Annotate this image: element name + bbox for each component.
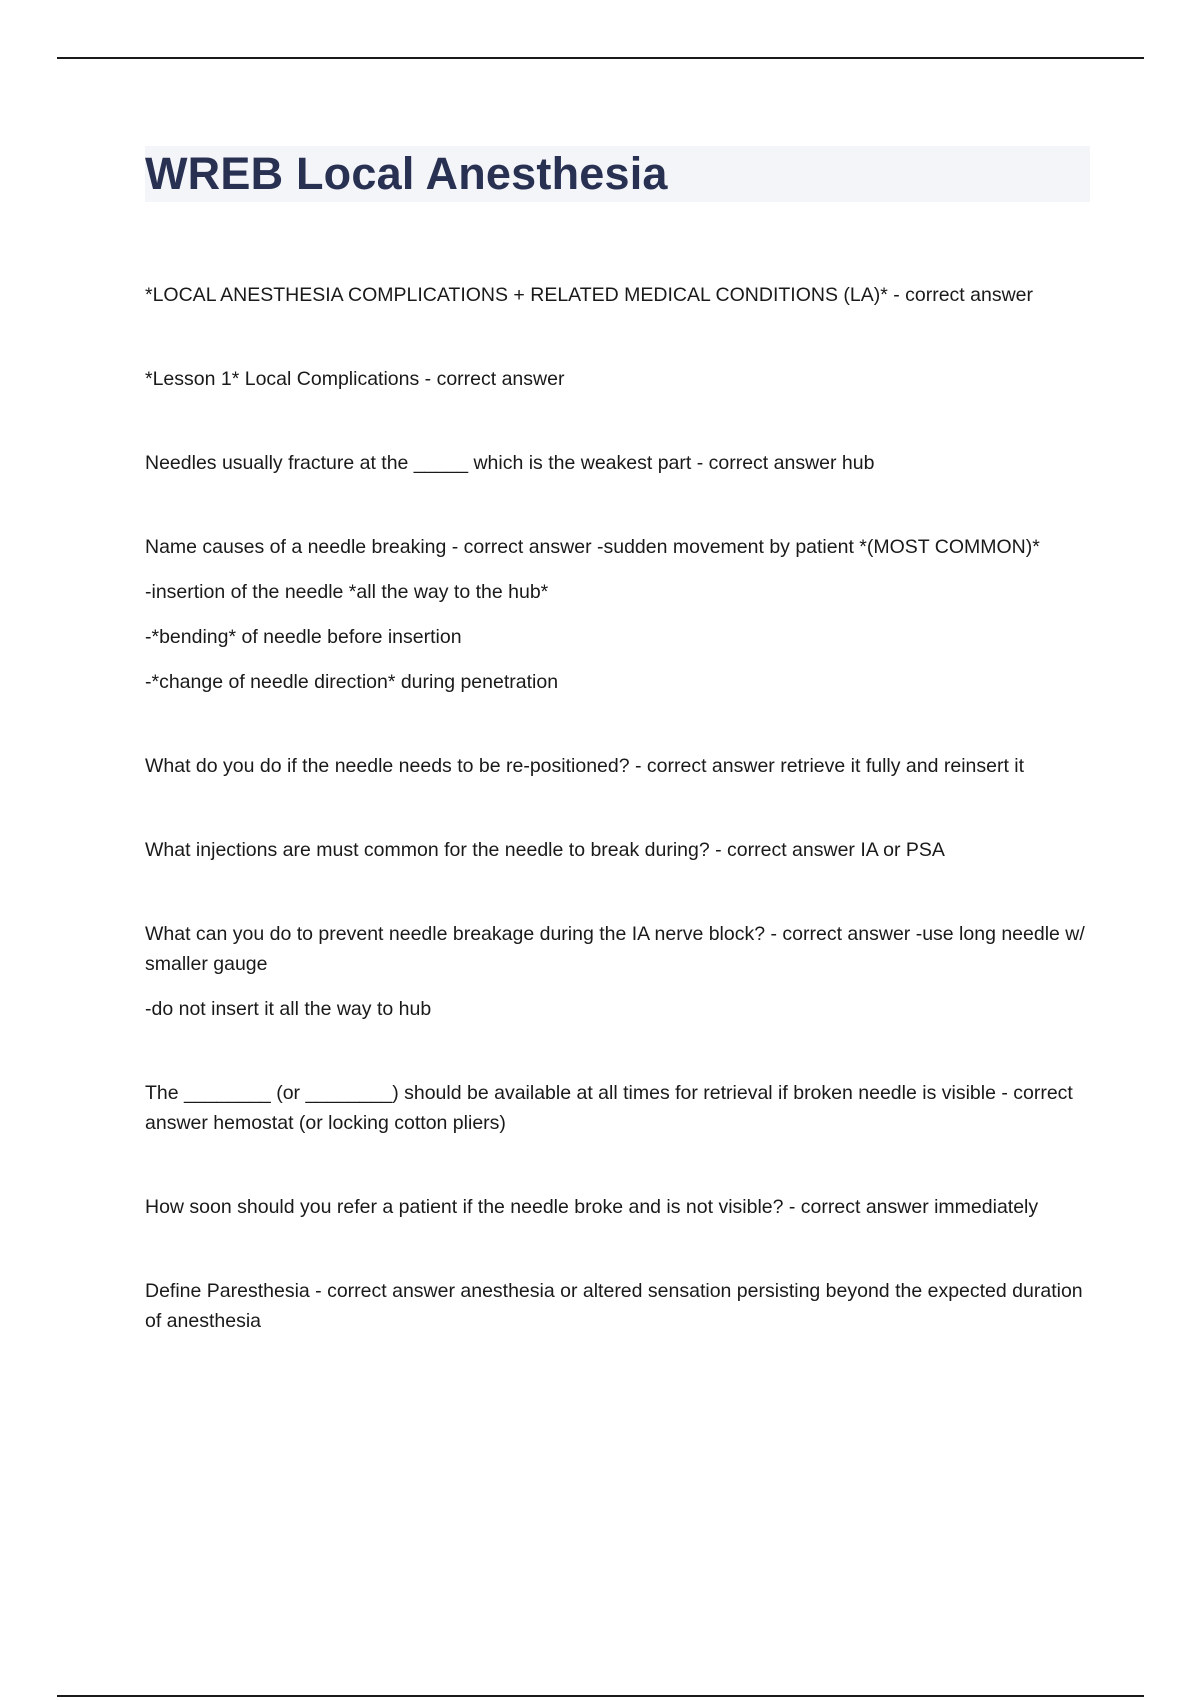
qa-item-5: [145, 751, 1090, 781]
qa-item-7: [145, 919, 1090, 1024]
qa-item-10: [145, 1276, 1090, 1336]
qa-line: *Lesson 1* Local Complications - correct answer: [145, 368, 565, 390]
bottom-rule: [57, 1695, 1144, 1697]
qa-item-9: [145, 1192, 1090, 1222]
document-title: WREB Local Anesthesia: [145, 148, 668, 199]
qa-item-6: [145, 835, 1090, 865]
top-rule: [57, 57, 1144, 59]
qa-item-4: [145, 532, 1090, 697]
qa-line: -*change of needle direction* during penetration: [145, 671, 559, 693]
qa-line: Define Paresthesia - correct answer anesthesia or altered sensation persisting beyond the expected duration of anesthesia: [145, 1280, 1083, 1332]
title-band: [145, 146, 1090, 202]
qa-line: -do not insert it all the way to hub: [145, 998, 432, 1020]
qa-line: -*bending* of needle before insertion: [145, 626, 462, 648]
qa-line: *LOCAL ANESTHESIA COMPLICATIONS + RELATED MEDICAL CONDITIONS (LA)* - correct answer: [145, 284, 1033, 306]
qa-line: Needles usually fracture at the _____ which is the weakest part - correct answer hub: [145, 452, 875, 474]
qa-line: Name causes of a needle breaking - correct answer -sudden movement by patient *(MOST COMMON)*: [145, 536, 1040, 558]
qa-item-3: [145, 448, 1090, 478]
qa-line: What do you do if the needle needs to be re-positioned? - correct answer retrieve it fully and reinsert it: [145, 755, 1025, 777]
qa-line: What can you do to prevent needle breakage during the IA nerve block? - correct answer -use long needle w/ smaller gauge: [145, 923, 1085, 975]
qa-line: What injections are must common for the needle to break during? - correct answer IA or PSA: [145, 839, 945, 861]
qa-line: -insertion of the needle *all the way to the hub*: [145, 581, 549, 603]
qa-item-2: [145, 364, 1090, 394]
qa-list: [145, 280, 1090, 1336]
qa-item-1: [145, 280, 1090, 310]
qa-line: The ________ (or ________) should be available at all times for retrieval if broken needle is visible - correct answer hemostat (or locking cotton pliers): [145, 1082, 1073, 1134]
document-body: [145, 146, 1090, 1390]
qa-item-8: [145, 1078, 1090, 1138]
qa-line: How soon should you refer a patient if the needle broke and is not visible? - correct answer immediately: [145, 1196, 1039, 1218]
